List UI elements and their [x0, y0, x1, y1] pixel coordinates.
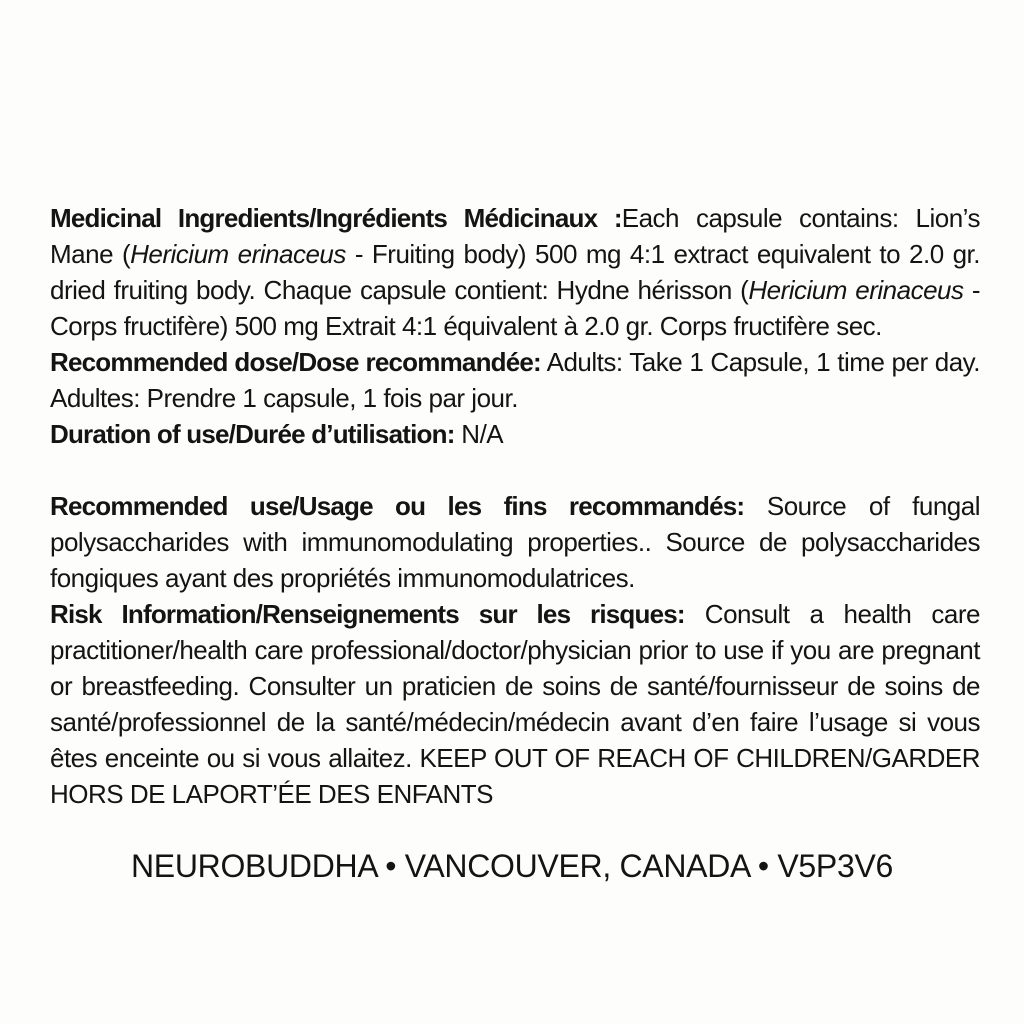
medicinal-ingredients-text-2: - Fruiting body) 500 mg 4:1 extract equivalent to 2.0 gr. dried fruiting body. Chaque capsule contient: Hydne hérisson ( [50, 239, 981, 305]
recommended-use-paragraph [50, 488, 980, 596]
duration-of-use-heading: Duration of use/Durée d’utilisation: [50, 419, 455, 449]
product-label-text [50, 200, 980, 812]
recommended-use-text: Source of fungal polysaccharides with immunomodulating properties.. Source de polysaccharides fongiques ayant des propriétés immunomodulatrices. [50, 491, 980, 593]
recommended-dose-heading: Recommended dose/Dose recommandée: [50, 347, 541, 377]
medicinal-ingredients-text-3: - Corps fructifère) 500 mg Extrait 4:1 équivalent à 2.0 gr. Corps fructifère sec. [50, 275, 981, 341]
section-spacer [50, 452, 980, 488]
duration-of-use-paragraph [50, 416, 980, 452]
risk-information-heading: Risk Information/Renseignements sur les risques: [50, 599, 685, 629]
recommended-use-heading: Recommended use/Usage ou les fins recommandés: [50, 491, 745, 521]
duration-of-use-text: N/A [454, 419, 504, 449]
medicinal-ingredients-heading: Medicinal Ingredients/Ingrédients Médicinaux : [50, 203, 622, 233]
medicinal-ingredients-paragraph [50, 200, 980, 344]
medicinal-ingredients-latin-name-2: Hericium erinaceus [748, 275, 964, 305]
company-address-footer: NEUROBUDDHA • VANCOUVER, CANADA • V5P3V6 [130, 848, 894, 884]
risk-information-paragraph [50, 596, 980, 812]
medicinal-ingredients-latin-name-1: Hericium erinaceus [130, 239, 346, 269]
recommended-dose-paragraph [50, 344, 980, 416]
risk-information-text: Consult a health care practitioner/health care professional/doctor/physician prior to use if you are pregnant or breastfeeding. Consulter un praticien de soins de santé/fournisseur de soins de santé/professionnel de la santé/médecin/médecin avant d’en faire l’usage si vous êtes enceinte ou si vous allaitez. KEEP OUT OF REACH OF CHILDREN/GARDER HORS DE LAPORT’ÉE DES ENFANTS [50, 599, 980, 809]
recommended-dose-text: Adults: Take 1 Capsule, 1 time per day. Adultes: Prendre 1 capsule, 1 fois par jour. [50, 347, 980, 413]
medicinal-ingredients-text-1: Each capsule contains: Lion’s Mane ( [50, 203, 980, 269]
